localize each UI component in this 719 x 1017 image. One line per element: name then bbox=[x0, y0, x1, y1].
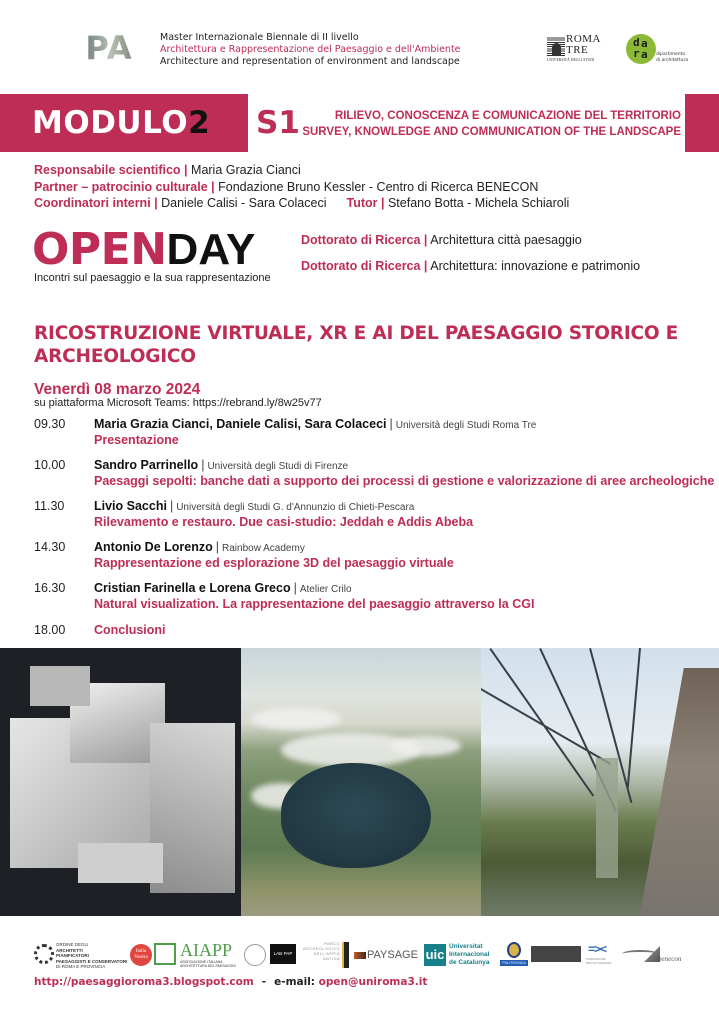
roma-tre-text-1: ROMA bbox=[566, 33, 602, 45]
greenhouse-image bbox=[481, 648, 719, 916]
affiliation: Università degli Studi Roma Tre bbox=[395, 420, 537, 431]
master-info bbox=[160, 32, 461, 68]
sponsor-text: PAYSAGE bbox=[367, 949, 418, 961]
program-item bbox=[34, 581, 704, 612]
dottorato-label: Dottorato di Ricerca | bbox=[301, 259, 428, 273]
master-line-2: Architettura e Rappresentazione del Paesaggio e dell'Ambiente bbox=[160, 44, 461, 55]
blog-link[interactable]: http://paesaggioroma3.blogspot.com bbox=[34, 976, 254, 988]
arpa-logo: ЯAPA bbox=[34, 32, 144, 64]
email-link[interactable]: open@uniroma3.it bbox=[318, 976, 428, 988]
separator: | bbox=[215, 540, 219, 554]
event-title: RICOSTRUZIONE VIRTUALE, XR E AI DEL PAESAGGIO STORICO E ARCHEOLOGICO bbox=[34, 323, 679, 367]
dara-logo bbox=[626, 34, 656, 64]
sponsor-text: PARCO bbox=[324, 942, 340, 946]
sponsor-appia-bar bbox=[342, 942, 350, 970]
separator: | bbox=[293, 581, 297, 595]
program-time: 18.00 bbox=[34, 623, 66, 637]
sponsor-text: DI ROMA E PROVINCIA bbox=[56, 964, 106, 969]
speaker-name: Cristian Farinella e Lorena Greco bbox=[94, 581, 291, 595]
openday-subtitle: Incontri sul paesaggio e la sua rappresentazione bbox=[34, 272, 271, 284]
credit-value: Daniele Calisi - Sara Colaceci bbox=[161, 196, 327, 210]
sponsor-italia-nostra bbox=[130, 942, 154, 970]
sponsor-text: ANTICA bbox=[323, 957, 340, 961]
event-platform: su piattaforma Microsoft Teams: https://rebrand.ly/8w25v77 bbox=[34, 397, 322, 409]
event-date: Venerdì 08 marzo 2024 bbox=[34, 381, 201, 398]
sponsor-text: PIANIFICATORI bbox=[56, 953, 89, 958]
master-line-3: Architecture and representation of environment and landscape bbox=[160, 56, 460, 67]
credit-value: Stefano Botta - Michela Schiaroli bbox=[387, 196, 570, 210]
sponsor-text: uic bbox=[424, 944, 446, 966]
program-time: 10.00 bbox=[34, 458, 66, 472]
section-label: S1 bbox=[256, 105, 300, 141]
dara-letter: a bbox=[641, 37, 648, 50]
program-speaker-line bbox=[94, 581, 704, 597]
sponsor-aiapp bbox=[154, 942, 244, 970]
dara-caption bbox=[656, 52, 688, 63]
program-item bbox=[34, 499, 704, 530]
arch-icon bbox=[552, 43, 561, 56]
program-item bbox=[34, 417, 704, 448]
dara-letter: a bbox=[641, 48, 648, 61]
sponsor-text: Universitat bbox=[449, 943, 483, 950]
separator: | bbox=[169, 499, 174, 513]
dottorato-label: Dottorato di Ricerca | bbox=[301, 233, 428, 247]
crater-lake-image bbox=[241, 648, 481, 916]
separator: | bbox=[389, 417, 393, 431]
speaker-name: Sandro Parrinello bbox=[94, 458, 199, 472]
talk-title: Conclusioni bbox=[94, 623, 166, 637]
dara-caption-2: di architettura bbox=[656, 57, 689, 63]
program bbox=[34, 417, 715, 648]
separator: | bbox=[201, 458, 205, 472]
speaker-name: Antonio De Lorenzo bbox=[94, 540, 213, 554]
openday-open: OPEN bbox=[32, 224, 167, 275]
program-item bbox=[34, 458, 715, 489]
sponsor-paysage bbox=[354, 942, 424, 970]
affiliation: Università degli Studi di Firenze bbox=[207, 461, 349, 472]
sponsor-politecnica bbox=[500, 942, 528, 970]
module-title bbox=[302, 108, 681, 140]
sponsor-text: benecon bbox=[658, 955, 682, 963]
credit-label: Tutor | bbox=[346, 196, 385, 210]
roma-tre-logo bbox=[547, 34, 607, 64]
sponsor-text: ASSOCIAZIONE ITALIANA ARCHITETTURA DEL PAESAGGIO bbox=[180, 960, 237, 968]
sponsor-text: FONDAZIONE BRUNO KESSLER bbox=[586, 957, 612, 965]
sponsor-text: AIAPP bbox=[180, 940, 233, 960]
speaker-name: Livio Sacchi bbox=[94, 499, 167, 513]
openday-title bbox=[32, 226, 255, 274]
module-title-en: SURVEY, KNOWLEDGE AND COMMUNICATION OF THE LANDSCAPE bbox=[302, 126, 681, 138]
sponsor-parco-appia bbox=[300, 942, 340, 970]
credit-value: Fondazione Bruno Kessler - Centro di Ricerca BENECON bbox=[218, 179, 539, 194]
credit-coordinatori bbox=[34, 195, 569, 212]
talk-title: Natural visualization. La rappresentazione del paesaggio attraverso la CGI bbox=[94, 597, 535, 611]
sponsor-text: Internacional bbox=[449, 951, 490, 958]
module-word: MODULO bbox=[32, 105, 189, 141]
dara-caption-1: dipartimento bbox=[656, 52, 686, 57]
email-label: e-mail: bbox=[274, 976, 315, 988]
dottorato-1 bbox=[301, 232, 582, 248]
affiliation: Atelier Crilo bbox=[299, 584, 352, 595]
program-speaker-line bbox=[94, 417, 704, 433]
credit-value: Maria Grazia Cianci bbox=[191, 163, 301, 177]
sponsor-circle-logo bbox=[244, 942, 266, 970]
sponsor-text: POLITECNICA bbox=[500, 960, 528, 966]
sponsor-benecon bbox=[622, 942, 682, 970]
point-cloud-image bbox=[0, 648, 241, 916]
module-number: 2 bbox=[188, 105, 211, 141]
sponsor-text: ARCHEOLOGICO bbox=[302, 947, 340, 951]
sponsor-logos bbox=[34, 942, 694, 972]
dara-letter: r bbox=[633, 47, 640, 60]
module-label bbox=[32, 103, 210, 143]
program-time: 11.30 bbox=[34, 499, 65, 513]
talk-title: Rappresentazione ed esplorazione 3D del paesaggio virtuale bbox=[94, 556, 454, 570]
dottorato-value: Architettura: innovazione e patrimonio bbox=[430, 259, 641, 273]
sponsor-studio-logo bbox=[531, 942, 581, 970]
speaker-name: Maria Grazia Cianci, Daniele Calisi, Sara Colaceci bbox=[94, 417, 387, 431]
maze-icon bbox=[154, 943, 176, 965]
dara-letter: d bbox=[633, 36, 640, 49]
program-item bbox=[34, 622, 704, 638]
talk-title: Rilevamento e restauro. Due casi-studio: Jeddah e Addis Abeba bbox=[94, 515, 474, 529]
program-speaker-line bbox=[94, 499, 704, 515]
roma-tre-text-2: TRE bbox=[566, 44, 589, 56]
openday-day: DAY bbox=[166, 225, 256, 274]
separator: - bbox=[261, 976, 267, 988]
credit-partner bbox=[34, 179, 569, 196]
program-speaker-line bbox=[94, 458, 714, 474]
sponsor-text: ARCHITETTI bbox=[56, 947, 83, 953]
module-band-right bbox=[685, 94, 719, 152]
sponsor-text: de Catalunya bbox=[449, 959, 490, 966]
credit-label: Partner – patrocinio culturale | bbox=[34, 179, 215, 194]
program-item bbox=[34, 540, 704, 571]
program-time: 16.30 bbox=[34, 581, 66, 595]
footer-contacts bbox=[34, 976, 427, 989]
program-time: 09.30 bbox=[34, 417, 66, 431]
credit-responsabile bbox=[34, 162, 569, 179]
credit-label: Coordinatori interni | bbox=[34, 196, 158, 210]
credits bbox=[34, 162, 569, 212]
talk-title: Presentazione bbox=[94, 433, 179, 447]
sponsor-fbk: =>< FONDAZIONE BRUNO KESSLER bbox=[586, 942, 616, 970]
talk-title: Paesaggi sepolti: banche dati a supporto dei processi di gestione e valorizzazione di aree archeologiche bbox=[94, 474, 715, 488]
sponsor-uic bbox=[424, 942, 504, 970]
sponsor-ordine-architetti bbox=[34, 942, 144, 970]
module-title-it: RILIEVO, CONOSCENZA E COMUNICAZIONE DEL TERRITORIO bbox=[334, 110, 681, 122]
sponsor-text: DELL'APPIA bbox=[313, 952, 340, 956]
sponsor-text: ORDINE DEGLI bbox=[56, 942, 89, 947]
sponsor-labpap bbox=[270, 942, 296, 970]
credit-label: Responsabile scientifico | bbox=[34, 163, 188, 177]
sponsor-text: LAB·PAP bbox=[270, 944, 296, 964]
affiliation: Rainbow Academy bbox=[222, 543, 305, 554]
sponsor-text: Italia Nostra bbox=[130, 944, 152, 966]
master-line-1: Master Internazionale Biennale di II livello bbox=[160, 32, 359, 43]
program-speaker-line bbox=[94, 540, 704, 556]
sponsor-text: PAESAGGISTI E CONSERVATORI bbox=[56, 958, 128, 964]
program-time: 14.30 bbox=[34, 540, 66, 554]
roma-tre-text-3: UNIVERSITÀ DEGLI STUDI bbox=[547, 58, 595, 62]
dottorato-value: Architettura città paesaggio bbox=[430, 233, 582, 247]
affiliation: Università degli Studi G. d'Annunzio di Chieti-Pescara bbox=[176, 502, 415, 513]
dottorato-2 bbox=[301, 258, 640, 274]
